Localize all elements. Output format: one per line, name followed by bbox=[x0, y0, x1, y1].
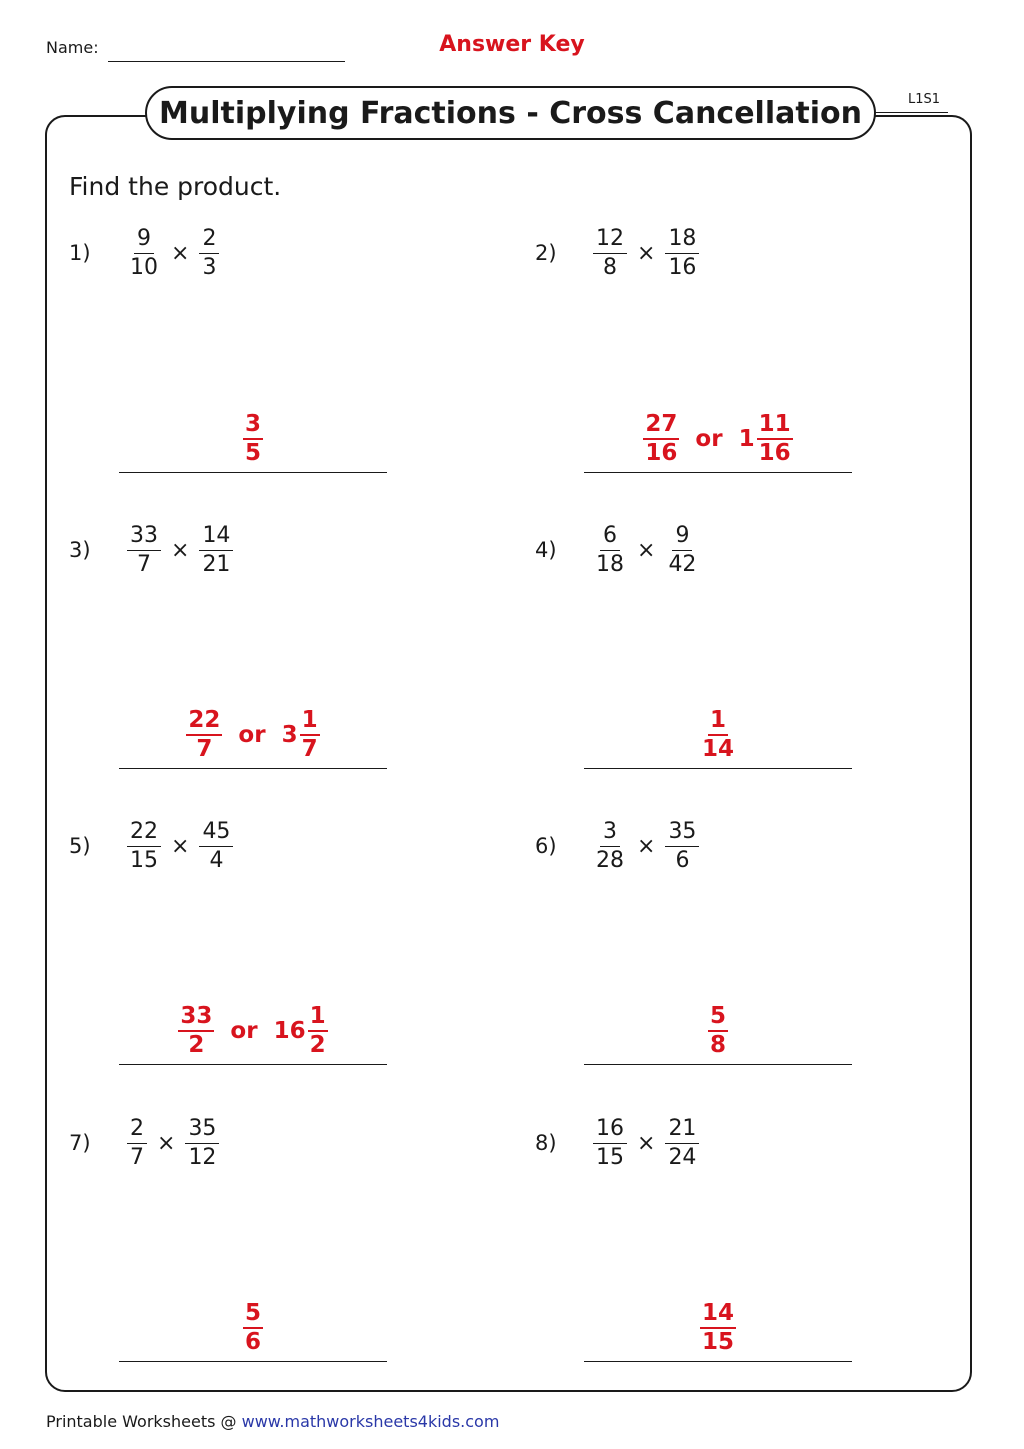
answer-fraction bbox=[186, 708, 222, 764]
numerator: 22 bbox=[127, 819, 161, 846]
mixed-whole: 3 bbox=[281, 722, 298, 749]
times-sign: × bbox=[637, 537, 656, 563]
denominator: 21 bbox=[202, 551, 231, 577]
answer-1 bbox=[119, 407, 387, 473]
problem-1 bbox=[69, 218, 219, 288]
instruction-text: Find the product. bbox=[69, 172, 282, 201]
answer-denominator: 8 bbox=[709, 1032, 726, 1059]
answer-line bbox=[584, 1361, 852, 1362]
denominator: 12 bbox=[188, 1144, 217, 1170]
problem-number: 3) bbox=[69, 538, 91, 562]
times-sign: × bbox=[637, 833, 656, 859]
problem-number: 8) bbox=[535, 1131, 557, 1155]
problem-5 bbox=[69, 811, 233, 881]
answer-numerator: 27 bbox=[643, 412, 679, 441]
answer-line bbox=[584, 1064, 852, 1065]
problem-7 bbox=[69, 1108, 219, 1178]
problem-4 bbox=[535, 515, 699, 585]
mixed-denominator: 2 bbox=[309, 1032, 326, 1059]
numerator: 33 bbox=[127, 523, 161, 550]
answer-fraction bbox=[708, 1004, 728, 1060]
numerator: 9 bbox=[672, 523, 692, 550]
numerator: 14 bbox=[199, 523, 233, 550]
answer-fraction bbox=[178, 1004, 214, 1060]
numerator: 6 bbox=[600, 523, 620, 550]
denominator: 16 bbox=[668, 254, 697, 280]
problem-2 bbox=[535, 218, 699, 288]
numerator: 2 bbox=[127, 1116, 147, 1143]
mixed-denominator: 7 bbox=[301, 736, 318, 763]
answer-5 bbox=[119, 999, 387, 1065]
numerator: 12 bbox=[593, 226, 627, 253]
problem-number: 7) bbox=[69, 1131, 91, 1155]
fraction-a bbox=[593, 226, 627, 280]
numerator: 18 bbox=[665, 226, 699, 253]
fraction-b bbox=[665, 819, 699, 873]
mixed-denominator: 16 bbox=[758, 440, 791, 467]
mixed-numerator: 11 bbox=[757, 412, 793, 441]
name-blank-line bbox=[108, 61, 345, 62]
answer-3 bbox=[119, 703, 387, 769]
mixed-fraction bbox=[757, 412, 793, 468]
problem-number: 4) bbox=[535, 538, 557, 562]
answer-key-label: Answer Key bbox=[439, 32, 585, 57]
answer-fraction bbox=[643, 412, 679, 468]
denominator: 7 bbox=[137, 551, 151, 577]
problem-8 bbox=[535, 1108, 699, 1178]
fraction-b bbox=[199, 523, 233, 577]
fraction-a bbox=[127, 523, 161, 577]
times-sign: × bbox=[637, 1130, 656, 1156]
or-label: or bbox=[695, 426, 723, 453]
problem-6 bbox=[535, 811, 699, 881]
answer-denominator: 7 bbox=[196, 736, 213, 763]
problem-number: 2) bbox=[535, 241, 557, 265]
answer-denominator: 2 bbox=[188, 1032, 205, 1059]
times-sign: × bbox=[157, 1130, 176, 1156]
answer-numerator: 33 bbox=[178, 1004, 214, 1033]
denominator: 18 bbox=[596, 551, 624, 577]
times-sign: × bbox=[171, 833, 190, 859]
fraction-a bbox=[127, 819, 161, 873]
answer-fraction bbox=[243, 412, 263, 468]
problem-number: 6) bbox=[535, 834, 557, 858]
numerator: 16 bbox=[593, 1116, 627, 1143]
denominator: 28 bbox=[596, 847, 624, 873]
answer-fraction bbox=[243, 1301, 263, 1357]
fraction-a bbox=[127, 226, 161, 280]
fraction-a bbox=[593, 523, 627, 577]
problem-3 bbox=[69, 515, 233, 585]
problem-number: 5) bbox=[69, 834, 91, 858]
mixed-whole: 1 bbox=[738, 426, 755, 453]
denominator: 24 bbox=[668, 1144, 697, 1170]
answer-line bbox=[119, 1064, 387, 1065]
footer-prefix: Printable Worksheets @ bbox=[46, 1412, 242, 1431]
mixed-fraction bbox=[308, 1004, 328, 1060]
answer-line bbox=[119, 768, 387, 769]
denominator: 7 bbox=[130, 1144, 144, 1170]
mixed-numerator: 1 bbox=[308, 1004, 328, 1033]
times-sign: × bbox=[171, 537, 190, 563]
worksheet-title: Multiplying Fractions - Cross Cancellation bbox=[145, 86, 876, 140]
answer-fraction bbox=[700, 1301, 736, 1357]
or-label: or bbox=[238, 722, 266, 749]
answer-denominator: 15 bbox=[701, 1329, 734, 1356]
answer-denominator: 16 bbox=[645, 440, 678, 467]
numerator: 35 bbox=[665, 819, 699, 846]
fraction-a bbox=[127, 1116, 147, 1170]
fraction-b bbox=[665, 523, 699, 577]
numerator: 2 bbox=[199, 226, 219, 253]
fraction-b bbox=[185, 1116, 219, 1170]
numerator: 9 bbox=[134, 226, 154, 253]
denominator: 6 bbox=[675, 847, 690, 873]
answer-numerator: 14 bbox=[700, 1301, 736, 1330]
worksheet-code: L1S1 bbox=[908, 92, 941, 107]
fraction-b bbox=[199, 226, 219, 280]
denominator: 8 bbox=[603, 254, 617, 280]
denominator: 4 bbox=[209, 847, 224, 873]
answer-denominator: 14 bbox=[701, 736, 734, 763]
answer-7 bbox=[119, 1296, 387, 1362]
footer-url-link[interactable]: www.mathworksheets4kids.com bbox=[241, 1412, 500, 1431]
fraction-b bbox=[665, 226, 699, 280]
numerator: 3 bbox=[600, 819, 620, 846]
fraction-b bbox=[665, 1116, 699, 1170]
denominator: 10 bbox=[130, 254, 158, 280]
answer-numerator: 5 bbox=[243, 1301, 263, 1330]
answer-line bbox=[119, 472, 387, 473]
answer-6 bbox=[584, 999, 852, 1065]
or-label: or bbox=[230, 1018, 258, 1045]
answer-8 bbox=[584, 1296, 852, 1362]
numerator: 35 bbox=[185, 1116, 219, 1143]
answer-numerator: 3 bbox=[243, 412, 263, 441]
code-underline bbox=[876, 112, 948, 113]
answer-fraction bbox=[700, 708, 736, 764]
answer-denominator: 5 bbox=[244, 440, 261, 467]
answer-2 bbox=[584, 407, 852, 473]
problem-number: 1) bbox=[69, 241, 91, 265]
mixed-fraction bbox=[300, 708, 320, 764]
times-sign: × bbox=[171, 240, 190, 266]
fraction-b bbox=[199, 819, 233, 873]
answer-line bbox=[119, 1361, 387, 1362]
denominator: 15 bbox=[130, 847, 158, 873]
answer-numerator: 5 bbox=[708, 1004, 728, 1033]
answer-4 bbox=[584, 703, 852, 769]
times-sign: × bbox=[637, 240, 656, 266]
name-label: Name: bbox=[46, 38, 99, 57]
denominator: 3 bbox=[202, 254, 217, 280]
denominator: 15 bbox=[596, 1144, 624, 1170]
denominator: 42 bbox=[668, 551, 697, 577]
answer-denominator: 6 bbox=[244, 1329, 261, 1356]
answer-line bbox=[584, 768, 852, 769]
mixed-numerator: 1 bbox=[300, 708, 320, 737]
fraction-a bbox=[593, 819, 627, 873]
answer-line bbox=[584, 472, 852, 473]
numerator: 21 bbox=[665, 1116, 699, 1143]
mixed-whole: 16 bbox=[273, 1018, 306, 1045]
answer-numerator: 22 bbox=[186, 708, 222, 737]
answer-numerator: 1 bbox=[708, 708, 728, 737]
fraction-a bbox=[593, 1116, 627, 1170]
numerator: 45 bbox=[199, 819, 233, 846]
footer bbox=[46, 1412, 499, 1431]
